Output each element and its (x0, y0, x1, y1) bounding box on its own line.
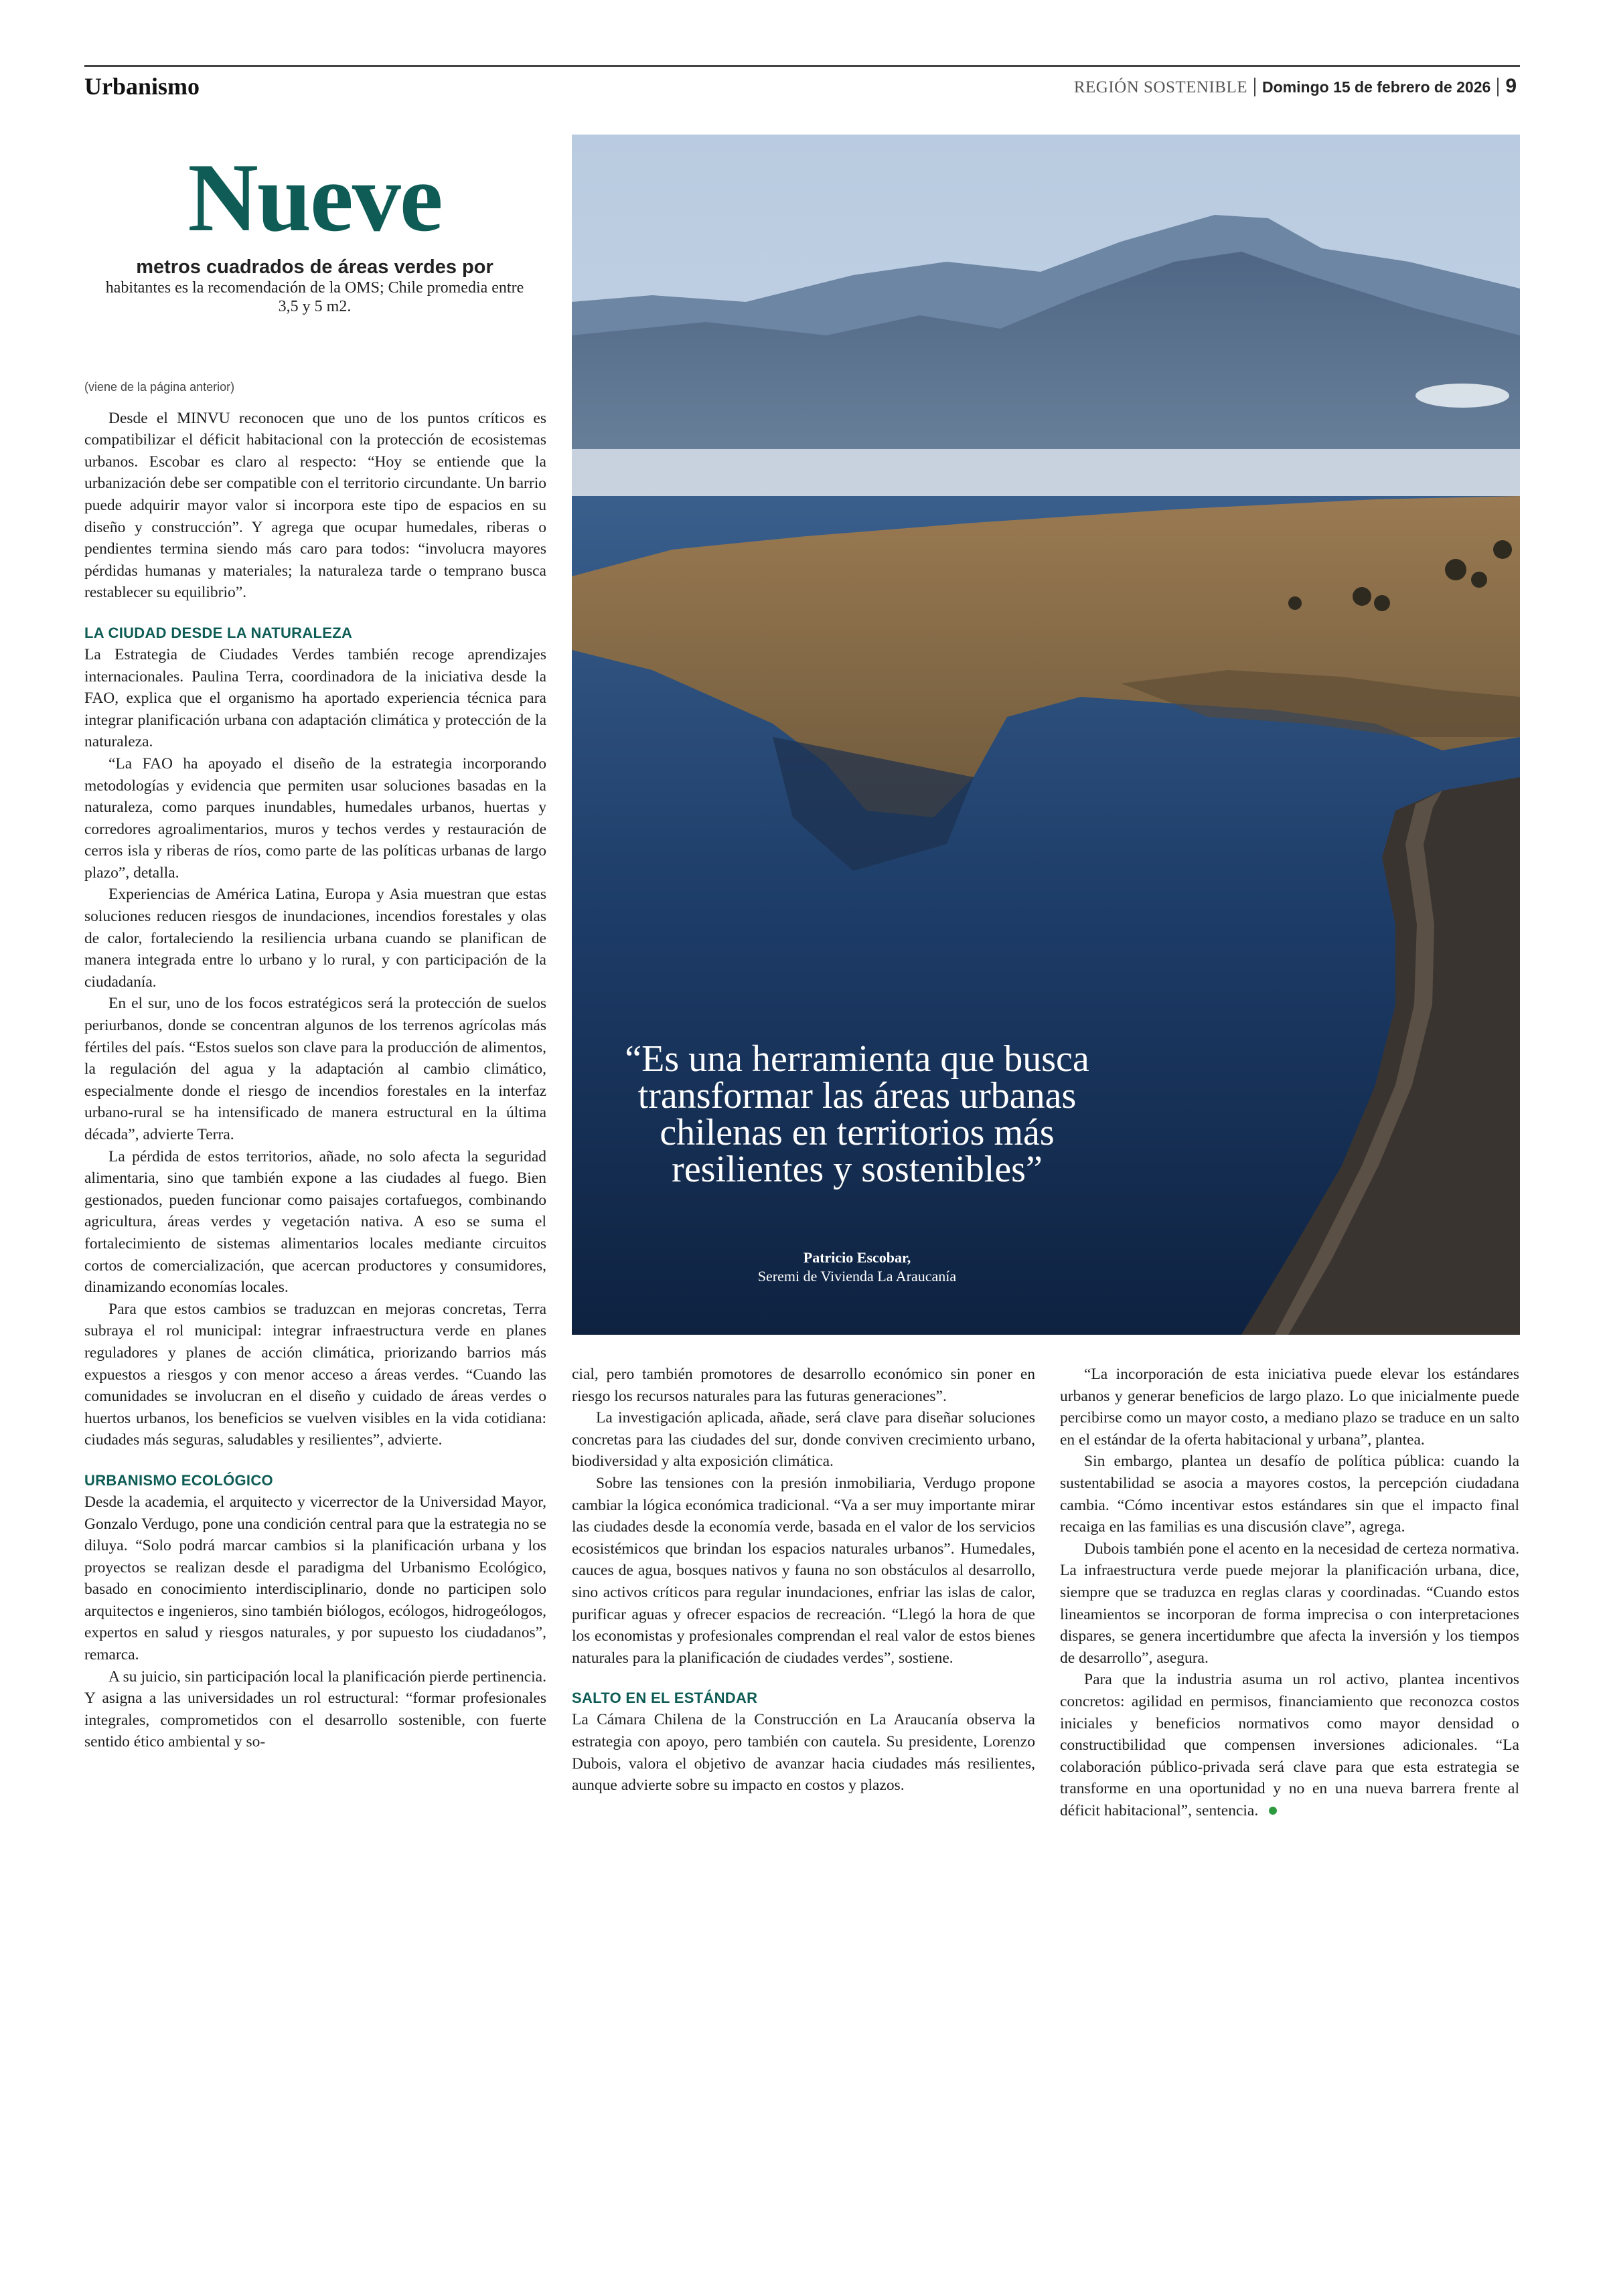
article-column-left (84, 376, 546, 1753)
article-column-middle (572, 1364, 1035, 1797)
pull-quote-attribution (603, 1248, 1112, 1286)
end-of-article-dot (1269, 1807, 1277, 1815)
paragraph: La Cámara Chilena de la Construcción en La Araucanía observa la estrategia con apoyo, pero también con cautela. Su presidente, Lorenzo Dubois, valora el objetivo de avanzar hacia ciudades más resilientes, aunque advierte sobre su impacto en costos y plazos. (572, 1711, 1035, 1795)
paragraph: Experiencias de América Latina, Europa y Asia muestran que estas soluciones reducen riesgos de inundaciones, incendios forestales y olas de calor, fortaleciendo la resiliencia urbana cuando se planifican de manera integrada entre lo urbano y lo rural, y con participación de la ciudadanía. (84, 886, 546, 991)
paragraph: Para que estos cambios se traduzcan en mejoras concretas, Terra subraya el rol municipal: integrar infraestructura verde en planes reguladores y planes de acción climática, priorizando barrios más expuestos a riesgos y con menor acceso a áreas verdes. “Cuando las comunidades se involucran en el diseño y cuidado de áreas verdes o huertos urbanos, los beneficios se vuelven visibles en la vida cotidiana: ciudades más seguras, saludables y resilientes”, advierte. (84, 1300, 546, 1449)
paragraph (1060, 1669, 1519, 1821)
paragraph: La investigación aplicada, añade, será clave para diseñar soluciones concretas para las ciudades del sur, donde conviven crecimiento urbano, biodiversidad y alta exposición climática. (572, 1409, 1035, 1471)
stat-subtext: habitantes es la recomendación de la OMS; Chile promedia entre 3,5 y 5 m2. (105, 279, 524, 315)
quote-author-name: Patricio Escobar, (803, 1249, 911, 1266)
subheading: LA CIUDAD DESDE LA NATURALEZA (84, 624, 353, 641)
publication-name: REGIÓN SOSTENIBLE (1073, 78, 1248, 96)
folio-separator (1497, 78, 1499, 96)
paragraph: Sobre las tensiones con la presión inmobiliaria, Verdugo propone cambiar la lógica económica tradicional. “Va a ser muy importante mirar las ciudades desde la economía verde, basada en el valor de los servicios ecosistémicos que brindan los espacios naturales urbanos”. Humedales, cauces de agua, bosques nativos y fauna no son obstáculos al desarrollo, sino activos críticos para regular inundaciones, enfriar las islas de calor, purificar aguas y ofrecer espacios de recreación. “Llegó la hora de que los economistas y profesionales comprendan el real valor de estos bienes naturales para la planificación de ciudades verdes”, sostiene. (572, 1474, 1035, 1667)
folio (1074, 75, 1517, 98)
quote-author-role: Seremi de Vivienda La Araucanía (757, 1268, 957, 1285)
page-number: 9 (1505, 75, 1517, 97)
paragraph: “La FAO ha apoyado el diseño de la estrategia incorporando metodologías y evidencia que permiten usar soluciones basadas en la naturaleza, como parques inundables, humedales urbanos, huertas y corredores agroalimentarios, muros y techos verdes y restauración de cerros isla y riberas de ríos, como parte de las políticas urbanas de largo plazo”, detalla. (84, 754, 546, 882)
folio-separator (1254, 78, 1255, 96)
pull-quote: “Es una herramienta que busca transformar las áreas urbanas chilenas en territorios más resilientes y sostenibles” (625, 1038, 1089, 1190)
subheading: SALTO EN EL ESTÁNDAR (572, 1690, 758, 1707)
paragraph: “La incorporación de esta iniciativa puede elevar los estándares urbanos y generar beneficios de largo plazo. Lo que inicialmente puede percibirse como un mayor costo, a mediano plazo se traduce en un salto en el estándar de la oferta habitacional y urbana”, plantea. (1060, 1366, 1519, 1449)
stat-headline: Nueve (187, 143, 442, 252)
section-name: Urbanismo (84, 73, 200, 100)
paragraph: Desde la academia, el arquitecto y vicerrector de la Universidad Mayor, Gonzalo Verdugo, pone una condición central para que la estrategia no se diluya. “Solo podrá marcar cambios si la planificación urbana y los proyectos se realizan desde el paradigma del Urbanismo Ecológico, basado en conocimiento interdisciplinario, donde no participen solo arquitectos e ingenieros, sino también biólogos, ecólogos, hidrogeólogos, expertos en salud y riesgos naturales, y por supuesto los ciudadanos”, remarca. (84, 1493, 546, 1664)
header-rule (84, 65, 1520, 67)
paragraph: Desde el MINVU reconocen que uno de los puntos críticos es compatibilizar el déficit habitacional con la protección de ecosistemas urbanos. Escobar es claro al respecto: “Hoy se entiende que la urbanización debe ser compatible con el territorio circundante. Un barrio puede adquirir mayor valor si incorpora este tipo de espacios en su diseño y construcción”. Y agrega que ocupar humedales, riberas o pendientes termina siendo más caro para todos: “involucra mayores pérdidas humanas y materiales; la naturaleza tarde o temprano busca restablecer su equilibrio”. (84, 409, 546, 602)
issue-date: Domingo 15 de febrero de 2026 (1262, 78, 1491, 96)
paragraph: Sin embargo, plantea un desafío de política pública: cuando la sustentabilidad se asocia a mayores costos, la percepción ciudadana cambia. “Cómo incentivar estos estándares sin que el impacto final recaiga en las familias es una discusión clave”, agrega. (1060, 1453, 1519, 1536)
paragraph: Dubois también pone el acento en la necesidad de certeza normativa. La infraestructura verde puede mejorar la planificación urbana, dice, siempre que se traduzca en reglas claras y coordinadas. “Cuando estos lineamientos se incorporan de forma imprecisa o con interpretaciones dispares, se genera incertidumbre que afecta la inversión y los tiempos de desarrollo”, asegura. (1060, 1540, 1519, 1667)
paragraph: A su juicio, sin participación local la planificación pierde pertinencia. Y asigna a las universidades un rol estructural: “formar profesionales integrales, comprometidos con el desarrollo sostenible, con fuerte sentido ético ambiental y so- (84, 1667, 546, 1751)
paragraph: cial, pero también promotores de desarrollo económico sin poner en riesgo los recursos naturales para las futuras generaciones”. (572, 1366, 1035, 1405)
paragraph: La Estrategia de Ciudades Verdes también recoge aprendizajes internacionales. Paulina Terra, coordinadora de la iniciativa desde la FAO, explica que el organismo ha aportado experiencia técnica para integrar planificación urbana con adaptación climática y protección de la naturaleza. (84, 645, 546, 751)
paragraph: La pérdida de estos territorios, añade, no solo afecta la seguridad alimentaria, sino que también expone a las ciudades al fuego. Bien gestionados, pueden funcionar como paisajes cortafuegos, combinando agricultura, áreas verdes y vegetación nativa. A eso se suma el fortalecimiento de sistemas alimentarios locales mediante circuitos cortos de comercialización, que acercan productores y consumidores, dinamizando economías locales. (84, 1147, 546, 1297)
continued-note: (viene de la página anterior) (84, 380, 235, 394)
stat-lead: metros cuadrados de áreas verdes por (136, 256, 493, 278)
subheading: URBANISMO ECOLÓGICO (84, 1471, 273, 1489)
article-column-right (1060, 1364, 1519, 1821)
paragraph: En el sur, uno de los focos estratégicos será la protección de suelos periurbanos, donde se concentran algunos de los terrenos agrícolas más fértiles del país. “Estos suelos son clave para la producción de alimentos, la regulación del agua y la adaptación al cambio climático, especialmente donde el riesgo de incendios forestales en la interfaz urbano-rural se ha intensificado de manera estructural en la última década”, advierte Terra. (84, 995, 546, 1143)
final-paragraph-text: Para que la industria asuma un rol activo, plantea incentivos concretos: agilidad en permisos, financiamiento que reconozca costos iniciales y beneficios normativos como mayor densidad o constructibilidad que compensen inversiones adicionales. “La colaboración público-privada será clave para que esta estrategia se transforme en una oportunidad y no en una nueva barrera frente al déficit habitacional”, sentencia. (1060, 1671, 1519, 1819)
